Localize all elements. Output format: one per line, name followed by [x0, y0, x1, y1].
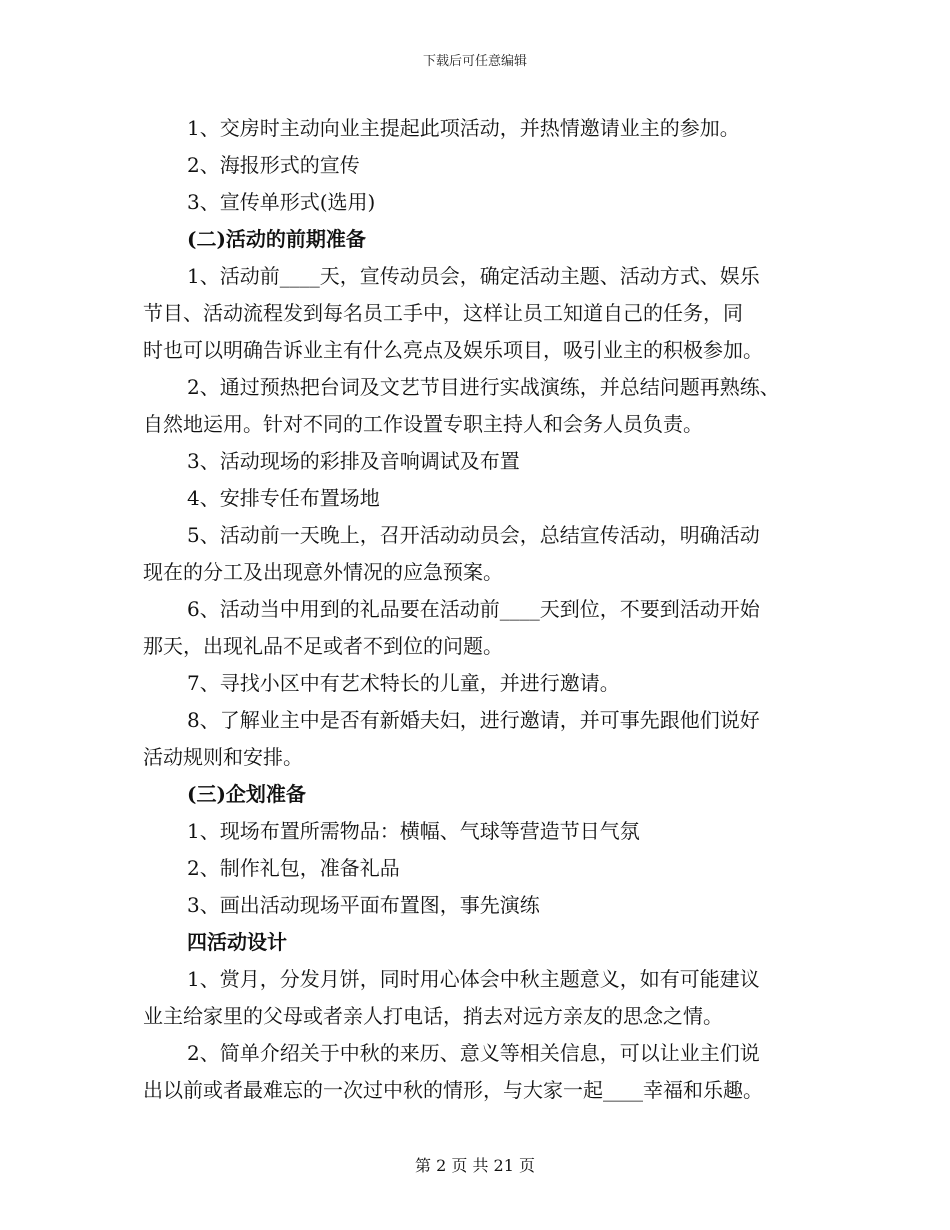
text-line: 2、海报形式的宣传 — [187, 153, 360, 177]
text-line: 业主给家里的父母或者亲人打电话，捎去对远方亲友的思念之情。 — [143, 1004, 723, 1028]
text-line: 2、简单介绍关于中秋的来历、意义等相关信息，可以让业主们说 — [187, 1041, 760, 1065]
text-line: 1、交房时主动向业主提起此项活动，并热情邀请业主的参加。 — [187, 116, 740, 140]
text-line: 8、了解业主中是否有新婚夫妇，进行邀请，并可事先跟他们说好 — [187, 708, 760, 732]
text-line: 自然地运用。针对不同的工作设置专职主持人和会务人员负责。 — [143, 412, 703, 436]
text-line: 出以前或者最难忘的一次过中秋的情形，与大家一起____幸福和乐趣。 — [143, 1078, 763, 1102]
text-line: 2、通过预热把台词及文艺节目进行实战演练，并总结问题再熟练、 — [187, 375, 780, 399]
text-line: 6、活动当中用到的礼品要在活动前____天到位，不要到活动开始 — [187, 597, 760, 621]
text-line: 5、活动前一天晚上，召开活动动员会，总结宣传活动，明确活动 — [187, 523, 760, 547]
text-line: 活动规则和安排。 — [143, 745, 303, 769]
text-line: 3、活动现场的彩排及音响调试及布置 — [187, 449, 520, 473]
text-line: 2、制作礼包，准备礼品 — [187, 856, 400, 880]
document-body — [143, 110, 815, 1109]
text-line: 1、活动前____天，宣传动员会，确定活动主题、活动方式、娱乐 — [187, 264, 760, 288]
section-heading: (二)活动的前期准备 — [187, 227, 366, 251]
text-line: 那天，出现礼品不足或者不到位的问题。 — [143, 634, 503, 658]
section-heading: 四活动设计 — [187, 930, 287, 954]
text-line: 1、赏月，分发月饼，同时用心体会中秋主题意义，如有可能建议 — [187, 967, 760, 991]
section-heading: (三)企划准备 — [187, 782, 306, 806]
text-line: 7、寻找小区中有艺术特长的儿童，并进行邀请。 — [187, 671, 620, 695]
text-line: 3、宣传单形式(选用) — [187, 190, 376, 214]
text-line: 现在的分工及出现意外情况的应急预案。 — [143, 560, 503, 584]
page-header: 下载后可任意编辑 — [422, 54, 527, 69]
text-line: 1、现场布置所需物品：横幅、气球等营造节日气氛 — [187, 819, 640, 843]
text-line: 时也可以明确告诉业主有什么亮点及娱乐项目，吸引业主的积极参加。 — [143, 338, 763, 362]
text-line: 4、安排专任布置场地 — [187, 486, 380, 510]
text-line: 3、画出活动现场平面布置图，事先演练 — [187, 893, 540, 917]
text-line: 节目、活动流程发到每名员工手中，这样让员工知道自己的任务，同 — [143, 301, 743, 325]
page-footer: 第 2 页 共 21 页 — [415, 1156, 535, 1175]
